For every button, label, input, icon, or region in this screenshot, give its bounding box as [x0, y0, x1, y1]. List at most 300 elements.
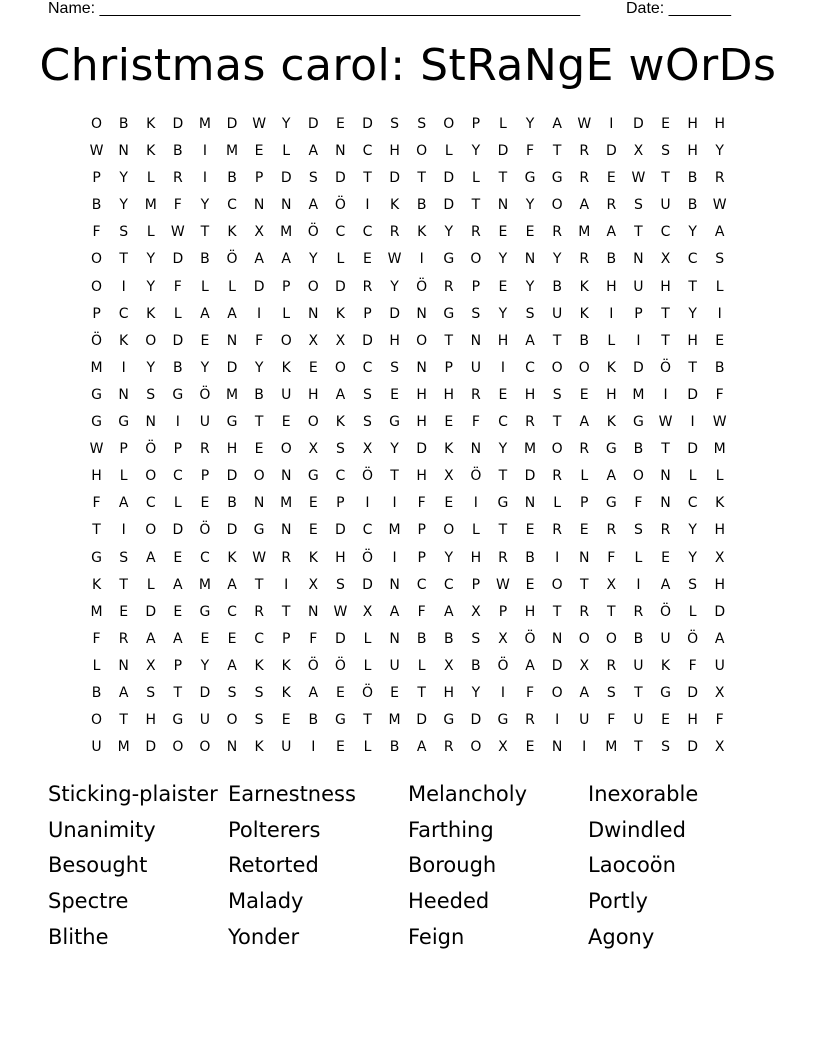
grid-letter: S	[552, 386, 562, 403]
grid-letter: A	[145, 630, 156, 647]
grid-letter: A	[389, 603, 400, 620]
grid-letter: O	[578, 359, 590, 376]
grid-letter: B	[227, 170, 237, 187]
grid-letter: L	[201, 278, 209, 295]
grid-letter: I	[392, 549, 397, 566]
grid-letter: K	[281, 359, 291, 376]
grid-letter: M	[632, 386, 645, 403]
grid-letter: D	[470, 712, 482, 729]
grid-letter: O	[253, 468, 265, 485]
grid-letter: S	[390, 116, 400, 132]
grid-letter: H	[443, 684, 455, 701]
grid-letter: M	[524, 441, 537, 458]
grid-row	[83, 220, 733, 247]
grid-letter: O	[91, 251, 103, 268]
grid-letter: S	[606, 684, 616, 701]
grid-letter: F	[607, 712, 616, 729]
grid-letter: A	[227, 576, 237, 593]
grid-letter: B	[118, 116, 129, 132]
grid-letter: E	[525, 224, 535, 241]
grid-letter: C	[335, 224, 346, 241]
grid-letter: D	[633, 359, 644, 376]
grid-row	[83, 166, 733, 193]
grid-letter: T	[552, 143, 562, 160]
grid-letter: I	[175, 414, 180, 431]
grid-letter: H	[687, 712, 698, 729]
grid-letter: Ö	[145, 441, 157, 458]
word-bank-row	[48, 921, 768, 957]
grid-letter: I	[609, 305, 614, 322]
grid-letter: O	[145, 522, 157, 539]
grid-letter: U	[199, 414, 211, 431]
grid-letter: S	[146, 684, 156, 701]
grid-letter: T	[119, 576, 128, 593]
grid-letter: L	[282, 305, 291, 322]
grid-row	[83, 302, 733, 329]
grid-letter: O	[91, 278, 103, 295]
grid-letter: T	[688, 359, 697, 376]
word-bank-item: Malady	[228, 889, 304, 914]
grid-letter: T	[498, 522, 508, 539]
grid-letter: K	[254, 739, 264, 756]
grid-letter: Ö	[416, 278, 428, 295]
grid-letter: Y	[525, 116, 535, 132]
grid-letter: Ö	[497, 657, 509, 674]
grid-letter: W	[252, 116, 267, 132]
grid-letter: Ö	[334, 657, 346, 674]
grid-letter: E	[498, 278, 508, 295]
grid-letter: L	[173, 495, 182, 512]
grid-letter: Ö	[199, 386, 211, 403]
grid-letter: S	[471, 630, 481, 647]
grid-letter: N	[416, 305, 427, 322]
word-bank-row	[48, 885, 768, 921]
grid-letter: D	[362, 576, 373, 593]
grid-letter: Ö	[199, 522, 211, 539]
grid-letter: T	[552, 603, 562, 620]
grid-letter: S	[335, 441, 345, 458]
word-bank-item: Laocoön	[588, 853, 676, 878]
grid-letter: A	[118, 684, 129, 701]
grid-letter: G	[172, 712, 184, 729]
grid-letter: L	[634, 549, 643, 566]
grid-letter: G	[307, 468, 319, 485]
grid-letter: E	[173, 603, 183, 620]
grid-letter: R	[633, 603, 644, 620]
word-bank-item: Unanimity	[48, 817, 156, 842]
grid-letter: N	[253, 197, 265, 214]
grid-letter: O	[470, 251, 482, 268]
grid-letter: U	[579, 712, 590, 729]
grid-letter: P	[92, 170, 101, 187]
grid-letter: K	[715, 495, 725, 512]
grid-letter: E	[281, 414, 291, 431]
grid-letter: Y	[146, 251, 156, 268]
grid-letter: B	[308, 712, 319, 729]
grid-letter: H	[497, 332, 509, 349]
grid-letter: X	[254, 224, 264, 241]
grid-letter: L	[607, 332, 616, 349]
grid-letter: H	[226, 441, 238, 458]
grid-letter: F	[688, 657, 697, 674]
grid-letter: L	[363, 630, 372, 647]
grid-letter: L	[363, 739, 372, 756]
grid-letter: Y	[498, 251, 508, 268]
grid-letter: T	[552, 414, 562, 431]
grid-letter: C	[335, 468, 346, 485]
grid-letter: L	[444, 143, 453, 160]
grid-letter: Y	[525, 197, 535, 214]
grid-letter: H	[416, 468, 427, 485]
grid-letter: L	[471, 522, 480, 539]
grid-letter: R	[443, 278, 454, 295]
grid-letter: Y	[200, 197, 210, 214]
grid-letter: E	[308, 359, 318, 376]
grid-letter: U	[633, 278, 644, 295]
grid-letter: L	[580, 468, 589, 485]
grid-letter: K	[335, 414, 345, 431]
grid-letter: A	[118, 495, 129, 512]
grid-letter: R	[200, 441, 210, 458]
grid-letter: D	[172, 116, 184, 132]
grid-letter: M	[117, 739, 130, 756]
grid-letter: B	[687, 197, 698, 214]
grid-letter: D	[335, 522, 346, 539]
grid-row	[83, 193, 733, 220]
grid-row	[83, 464, 733, 491]
grid-letter: E	[173, 549, 183, 566]
grid-letter: H	[714, 576, 725, 593]
grid-letter: P	[417, 522, 426, 539]
grid-letter: F	[417, 603, 426, 620]
grid-letter: P	[444, 359, 453, 376]
grid-letter: D	[687, 739, 698, 756]
grid-letter: C	[443, 576, 454, 593]
grid-letter: N	[389, 576, 400, 593]
word-bank-item: Earnestness	[228, 782, 356, 806]
grid-letter: T	[363, 170, 372, 187]
grid-letter: D	[307, 116, 319, 132]
grid-row	[83, 247, 733, 274]
grid-letter: E	[335, 739, 345, 756]
grid-letter: D	[226, 116, 238, 132]
grid-letter: A	[606, 468, 617, 485]
grid-letter: O	[280, 332, 292, 349]
grid-letter: P	[200, 468, 210, 485]
grid-letter: M	[225, 143, 239, 160]
grid-letter: A	[525, 657, 535, 674]
grid-letter: H	[335, 549, 346, 566]
grid-letter: K	[146, 305, 156, 322]
grid-letter: M	[225, 386, 239, 403]
grid-letter: X	[443, 468, 454, 485]
grid-letter: M	[605, 739, 618, 756]
grid-letter: R	[470, 224, 481, 241]
grid-letter: K	[335, 305, 345, 322]
grid-letter: I	[392, 495, 397, 512]
grid-letter: G	[334, 712, 346, 729]
grid-letter: N	[416, 359, 427, 376]
grid-letter: Y	[309, 251, 318, 268]
grid-letter: Ö	[307, 657, 319, 674]
grid-letter: E	[498, 386, 508, 403]
grid-letter: T	[634, 684, 643, 701]
date-label: Date: _______	[626, 0, 731, 17]
grid-letter: D	[605, 143, 617, 160]
grid-letter: I	[555, 712, 560, 729]
grid-letter: E	[579, 522, 589, 539]
grid-letter: D	[199, 684, 211, 701]
word-bank-item: Sticking-plaister	[48, 782, 218, 806]
grid-row	[83, 383, 733, 410]
grid-letter: L	[715, 278, 724, 295]
grid-letter: E	[335, 684, 345, 701]
grid-letter: Ö	[361, 468, 373, 485]
grid-letter: Y	[688, 549, 697, 566]
word-bank-item: Agony	[588, 924, 655, 949]
grid-letter: N	[524, 251, 536, 268]
grid-letter: O	[145, 468, 157, 485]
grid-letter: G	[660, 684, 671, 701]
grid-letter: N	[118, 386, 129, 403]
grid-letter: N	[633, 251, 644, 268]
grid-letter: U	[552, 305, 563, 322]
grid-letter: N	[497, 197, 509, 214]
grid-letter: E	[254, 143, 264, 160]
grid-letter: N	[280, 522, 292, 539]
grid-letter: B	[443, 630, 454, 647]
grid-letter: L	[471, 170, 480, 187]
grid-letter: G	[389, 414, 400, 431]
grid-letter: R	[552, 224, 562, 241]
grid-letter: X	[362, 603, 373, 620]
grid-letter: L	[336, 251, 345, 268]
grid-letter: S	[633, 197, 643, 214]
grid-letter: D	[714, 603, 726, 620]
grid-letter: W	[496, 576, 510, 593]
grid-letter: R	[660, 522, 671, 539]
word-bank-item: Spectre	[48, 889, 129, 914]
word-bank-item: Feign	[408, 924, 465, 949]
word-bank-row	[48, 778, 768, 814]
grid-letter: Ö	[524, 630, 536, 647]
grid-letter: Y	[146, 278, 156, 295]
grid-row	[83, 681, 733, 708]
grid-letter: U	[281, 739, 292, 756]
page-title: Christmas carol: StRaNgE wOrDs	[39, 40, 777, 91]
grid-letter: D	[226, 468, 238, 485]
grid-letter: O	[578, 630, 590, 647]
grid-letter: B	[254, 386, 264, 403]
grid-letter: P	[254, 170, 264, 187]
grid-letter: Ö	[687, 630, 699, 647]
grid-letter: I	[365, 495, 370, 512]
grid-letter: E	[390, 684, 399, 701]
grid-row	[83, 139, 733, 166]
grid-letter: E	[661, 549, 670, 566]
grid-row	[83, 329, 733, 356]
grid-letter: C	[200, 549, 210, 566]
grid-letter: C	[118, 305, 129, 322]
word-bank-item: Heeded	[408, 889, 490, 914]
grid-letter: U	[660, 630, 671, 647]
grid-letter: A	[416, 739, 427, 756]
word-bank-item: Melancholy	[408, 782, 528, 806]
word-bank-item: Yonder	[228, 924, 300, 949]
grid-letter: G	[253, 522, 265, 539]
grid-letter: U	[633, 657, 644, 674]
grid-letter: P	[281, 278, 291, 295]
grid-letter: B	[579, 332, 590, 349]
grid-letter: N	[226, 739, 238, 756]
grid-letter: C	[362, 224, 373, 241]
grid-letter: E	[200, 332, 210, 349]
grid-letter: N	[551, 739, 563, 756]
grid-letter: Y	[119, 170, 128, 187]
grid-letter: C	[145, 495, 156, 512]
grid-letter: C	[660, 224, 671, 241]
grid-letter: G	[118, 414, 130, 431]
grid-letter: A	[145, 549, 156, 566]
word-bank	[48, 778, 768, 956]
grid-letter: E	[308, 522, 318, 539]
grid-letter: Ö	[470, 468, 482, 485]
grid-letter: Y	[471, 143, 481, 160]
grid-letter: L	[146, 224, 155, 241]
grid-letter: Y	[444, 224, 454, 241]
grid-letter: H	[443, 386, 455, 403]
grid-letter: G	[172, 386, 184, 403]
grid-letter: I	[257, 305, 262, 322]
grid-letter: S	[227, 684, 237, 701]
grid-row	[83, 654, 733, 681]
grid-letter: T	[688, 278, 697, 295]
grid-letter: E	[200, 495, 210, 512]
grid-letter: R	[172, 170, 183, 187]
grid-letter: O	[416, 332, 428, 349]
grid-letter: N	[551, 630, 563, 647]
grid-letter: G	[497, 712, 509, 729]
grid-letter: D	[280, 170, 292, 187]
grid-letter: G	[199, 603, 211, 620]
grid-letter: D	[524, 468, 536, 485]
grid-letter: D	[335, 278, 346, 295]
grid-letter: M	[280, 224, 293, 241]
grid-letter: W	[658, 414, 673, 431]
grid-letter: K	[606, 414, 616, 431]
grid-letter: A	[227, 657, 237, 674]
grid-letter: T	[634, 224, 643, 241]
grid-letter: W	[712, 197, 727, 214]
grid-letter: R	[281, 549, 292, 566]
grid-letter: A	[714, 224, 725, 241]
grid-letter: K	[579, 305, 589, 322]
grid-letter: C	[525, 359, 535, 376]
grid-letter: D	[497, 143, 509, 160]
grid-letter: L	[282, 143, 291, 160]
grid-letter: N	[470, 441, 482, 458]
word-bank-item: Polterers	[228, 817, 321, 842]
grid-letter: E	[661, 116, 670, 132]
grid-letter: H	[606, 386, 617, 403]
grid-letter: R	[552, 468, 562, 485]
grid-letter: L	[119, 468, 128, 485]
grid-letter: D	[443, 197, 455, 214]
grid-letter: G	[497, 495, 509, 512]
grid-letter: C	[687, 495, 698, 512]
grid-letter: U	[714, 657, 725, 674]
grid-letter: B	[633, 630, 644, 647]
grid-letter: F	[92, 224, 101, 241]
grid-letter: O	[199, 739, 211, 756]
grid-letter: O	[307, 414, 319, 431]
grid-letter: W	[333, 603, 348, 620]
grid-letter: I	[284, 576, 289, 593]
grid-letter: H	[687, 116, 698, 132]
grid-letter: U	[91, 739, 102, 756]
grid-letter: K	[579, 278, 589, 295]
grid-letter: D	[145, 739, 157, 756]
grid-letter: R	[579, 441, 590, 458]
grid-letter: T	[661, 332, 670, 349]
grid-letter: T	[579, 576, 589, 593]
grid-letter: M	[713, 441, 726, 458]
grid-letter: G	[632, 414, 644, 431]
grid-letter: S	[254, 684, 264, 701]
grid-letter: Y	[552, 251, 562, 268]
grid-letter: P	[417, 549, 426, 566]
grid-letter: E	[200, 630, 210, 647]
grid-letter: L	[146, 576, 155, 593]
grid-letter: T	[119, 712, 128, 729]
grid-letter: O	[551, 684, 563, 701]
grid-letter: R	[552, 522, 562, 539]
grid-letter: R	[443, 739, 454, 756]
grid-letter: M	[198, 576, 211, 593]
grid-letter: Y	[715, 143, 724, 160]
grid-row	[83, 600, 733, 627]
grid-letter: Ö	[226, 251, 238, 268]
grid-letter: X	[660, 251, 671, 268]
grid-letter: N	[253, 495, 265, 512]
word-bank-item: Besought	[48, 853, 148, 878]
word-bank-item: Borough	[408, 853, 497, 878]
grid-letter: O	[91, 116, 103, 132]
grid-letter: A	[308, 684, 319, 701]
grid-letter: B	[91, 197, 102, 214]
grid-row	[83, 410, 733, 437]
grid-letter: R	[606, 197, 617, 214]
grid-letter: M	[90, 603, 103, 620]
grid-letter: H	[389, 143, 400, 160]
grid-letter: S	[335, 576, 345, 593]
grid-letter: N	[660, 468, 671, 485]
grid-letter: G	[443, 712, 455, 729]
grid-letter: S	[119, 549, 129, 566]
grid-letter: T	[498, 468, 508, 485]
grid-letter: X	[714, 684, 725, 701]
grid-letter: I	[636, 576, 641, 593]
grid-letter: H	[416, 414, 427, 431]
grid-letter: N	[389, 630, 400, 647]
grid-letter: E	[498, 224, 508, 241]
word-bank-row	[48, 814, 768, 850]
grid-letter: K	[417, 224, 427, 241]
grid-letter: L	[173, 305, 182, 322]
grid-letter: F	[173, 278, 182, 295]
grid-letter: Ö	[361, 684, 373, 701]
grid-letter: T	[173, 684, 183, 701]
